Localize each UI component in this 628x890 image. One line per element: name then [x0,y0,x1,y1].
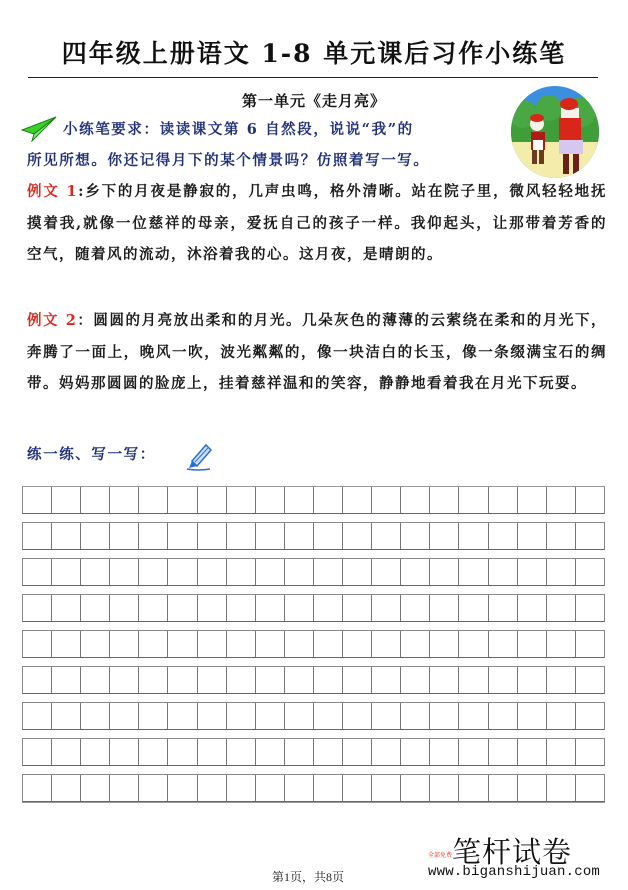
grid-cell[interactable] [168,523,197,549]
example-paragraph-1 [27,176,607,271]
grid-cell[interactable] [489,703,518,729]
grid-cell[interactable] [459,487,488,513]
grid-cell[interactable] [285,487,314,513]
grid-cell[interactable] [81,559,110,585]
grid-cell[interactable] [401,559,430,585]
grid-cell[interactable] [459,631,488,657]
title-divider [28,77,598,78]
grid-cell[interactable] [430,523,459,549]
grid-cell[interactable] [372,595,401,621]
grid-row [22,594,605,622]
grid-cell[interactable] [576,667,604,693]
grid-cell[interactable] [285,559,314,585]
grid-cell[interactable] [372,487,401,513]
grid-cell[interactable] [430,487,459,513]
site-logo-text: 笔杆试卷 [452,835,573,869]
grid-cell[interactable] [547,739,576,765]
grid-cell[interactable] [256,703,285,729]
grid-cell[interactable] [459,703,488,729]
grid-cell[interactable] [81,667,110,693]
grid-cell[interactable] [227,667,256,693]
grid-cell[interactable] [459,775,488,801]
grid-cell[interactable] [256,631,285,657]
grid-cell[interactable] [285,595,314,621]
grid-cell[interactable] [52,523,81,549]
grid-cell[interactable] [256,775,285,801]
grid-cell[interactable] [256,595,285,621]
grid-cell[interactable] [110,775,139,801]
grid-cell[interactable] [168,703,197,729]
grid-cell[interactable] [23,631,52,657]
grid-cell[interactable] [489,523,518,549]
grid-cell[interactable] [227,739,256,765]
grid-cell[interactable] [139,703,168,729]
grid-cell[interactable] [81,631,110,657]
grid-cell[interactable] [110,631,139,657]
grid-cell[interactable] [168,559,197,585]
grid-cell[interactable] [110,559,139,585]
grid-cell[interactable] [343,523,372,549]
grid-cell[interactable] [139,559,168,585]
grid-cell[interactable] [227,595,256,621]
grid-cell[interactable] [430,739,459,765]
grid-cell[interactable] [256,739,285,765]
grid-cell[interactable] [576,523,604,549]
grid-cell[interactable] [401,739,430,765]
grid-cell[interactable] [459,559,488,585]
grid-cell[interactable] [139,739,168,765]
grid-cell[interactable] [81,775,110,801]
grid-cell[interactable] [489,775,518,801]
grid-cell[interactable] [459,667,488,693]
practice-label: 练一练、写一写： [27,446,156,463]
grid-cell[interactable] [547,667,576,693]
grid-cell[interactable] [139,595,168,621]
grid-row [22,738,605,766]
grid-cell[interactable] [489,667,518,693]
grid-row [22,486,605,514]
page-indicator: 第1页，共8页 [272,870,345,884]
grid-cell[interactable] [198,631,227,657]
grid-cell[interactable] [227,631,256,657]
grid-cell[interactable] [430,595,459,621]
grid-cell[interactable] [547,703,576,729]
logo-tagline: 全部免费 [428,852,453,859]
pencil-icon [184,441,214,471]
grid-cell[interactable] [314,595,343,621]
grid-cell[interactable] [489,631,518,657]
grid-cell[interactable] [430,667,459,693]
grid-cell[interactable] [285,631,314,657]
grid-cell[interactable] [401,775,430,801]
grid-cell[interactable] [547,631,576,657]
paper-plane-icon [20,116,58,142]
grid-cell[interactable] [576,631,604,657]
grid-cell[interactable] [52,595,81,621]
grid-row [22,630,605,658]
grid-row [22,774,605,802]
grid-cell[interactable] [576,595,604,621]
grid-cell[interactable] [23,703,52,729]
grid-cell[interactable] [372,739,401,765]
grid-cell[interactable] [489,487,518,513]
grid-cell[interactable] [372,667,401,693]
grid-cell[interactable] [372,631,401,657]
grid-cell[interactable] [227,523,256,549]
grid-cell[interactable] [518,775,547,801]
requirement-line-1: 小练笔要求：读读课文第 6 自然段，说说“我”的 [63,121,414,138]
grid-cell[interactable] [430,559,459,585]
grid-cell[interactable] [343,703,372,729]
grid-cell[interactable] [343,775,372,801]
grid-cell[interactable] [23,523,52,549]
grid-cell[interactable] [489,739,518,765]
example-1-text: :乡下的月夜是静寂的，几声虫鸣，格外清晰。站在院子里，微风轻轻地抚摸着我,就像一位慈祥的母亲，爱抚自己的孩子一样。我仰起头，让那带着芳香的空气，随着风的流动，沐浴着我的心。这月夜，是晴朗的。 [27,183,608,263]
grid-cell[interactable] [314,559,343,585]
grid-cell[interactable] [198,487,227,513]
grid-cell[interactable] [168,667,197,693]
grid-cell[interactable] [518,703,547,729]
grid-cell[interactable] [139,523,168,549]
grid-cell[interactable] [401,703,430,729]
grid-cell[interactable] [489,595,518,621]
grid-cell[interactable] [110,739,139,765]
grid-cell[interactable] [198,523,227,549]
grid-cell[interactable] [518,667,547,693]
grid-cell[interactable] [343,559,372,585]
grid-cell[interactable] [401,667,430,693]
grid-cell[interactable] [227,703,256,729]
grid-cell[interactable] [81,739,110,765]
grid-cell[interactable] [198,595,227,621]
grid-cell[interactable] [401,631,430,657]
grid-cell[interactable] [518,595,547,621]
grid-cell[interactable] [518,523,547,549]
grid-cell[interactable] [459,739,488,765]
grid-cell[interactable] [168,739,197,765]
grid-cell[interactable] [52,559,81,585]
grid-cell[interactable] [23,775,52,801]
grid-cell[interactable] [285,523,314,549]
grid-cell[interactable] [227,775,256,801]
grid-cell[interactable] [430,631,459,657]
grid-cell[interactable] [372,703,401,729]
grid-cell[interactable] [547,559,576,585]
grid-cell[interactable] [314,703,343,729]
grid-cell[interactable] [198,739,227,765]
example-2-text: ：圆圆的月亮放出柔和的月光。几朵灰色的薄薄的云萦绕在柔和的月光下，奔腾了一面上，晚风一吹，波光粼粼的，像一块洁白的长玉，像一条缀满宝石的绸带。妈妈那圆圆的脸庞上，挂着慈祥温和的笑容，静静地看着我在月光下玩耍。 [27,312,607,392]
grid-cell[interactable] [285,775,314,801]
requirement-line-2: 所见所想。你还记得月下的某个情景吗？仿照着写一写。 [27,152,430,169]
grid-cell[interactable] [372,523,401,549]
grid-cell[interactable] [198,703,227,729]
grid-cell[interactable] [547,595,576,621]
grid-cell[interactable] [314,775,343,801]
grid-cell[interactable] [198,775,227,801]
grid-cell[interactable] [52,703,81,729]
grid-cell[interactable] [110,667,139,693]
grid-cell[interactable] [343,739,372,765]
grid-cell[interactable] [168,631,197,657]
grid-bottom-rule [22,802,605,803]
grid-cell[interactable] [256,559,285,585]
grid-cell[interactable] [518,487,547,513]
document-title: 四年级上册语文 1-8 单元课后习作小练笔 [61,39,567,68]
grid-cell[interactable] [227,487,256,513]
grid-cell[interactable] [372,559,401,585]
grid-cell[interactable] [547,487,576,513]
grid-cell[interactable] [52,775,81,801]
grid-cell[interactable] [23,487,52,513]
grid-cell[interactable] [314,631,343,657]
grid-cell[interactable] [285,703,314,729]
grid-cell[interactable] [110,487,139,513]
example-1-label: 例文 1 [27,183,79,200]
example-paragraph-2 [27,305,607,400]
grid-cell[interactable] [343,595,372,621]
grid-cell[interactable] [459,595,488,621]
grid-cell[interactable] [285,667,314,693]
grid-cell[interactable] [23,595,52,621]
grid-cell[interactable] [401,487,430,513]
grid-cell[interactable] [168,595,197,621]
grid-cell[interactable] [459,523,488,549]
grid-cell[interactable] [198,667,227,693]
grid-cell[interactable] [518,739,547,765]
grid-cell[interactable] [430,703,459,729]
grid-cell[interactable] [110,523,139,549]
grid-cell[interactable] [23,739,52,765]
site-logo-url: www.biganshijuan.com [428,864,601,880]
grid-cell[interactable] [256,523,285,549]
grid-cell[interactable] [256,667,285,693]
grid-cell[interactable] [52,631,81,657]
grid-cell[interactable] [139,631,168,657]
grid-cell[interactable] [343,487,372,513]
grid-row [22,666,605,694]
grid-cell[interactable] [110,703,139,729]
grid-cell[interactable] [314,523,343,549]
grid-cell[interactable] [343,667,372,693]
grid-cell[interactable] [110,595,139,621]
grid-row [22,558,605,586]
grid-cell[interactable] [23,559,52,585]
grid-cell[interactable] [256,487,285,513]
unit-title: 第一单元《走月亮》 [241,92,386,110]
grid-cell[interactable] [139,667,168,693]
grid-cell[interactable] [168,487,197,513]
grid-cell[interactable] [52,487,81,513]
example-2-label: 例文 2 [27,312,78,329]
grid-row [22,522,605,550]
grid-cell[interactable] [139,487,168,513]
grid-cell[interactable] [139,775,168,801]
grid-cell[interactable] [52,739,81,765]
grid-cell[interactable] [52,667,81,693]
grid-cell[interactable] [401,523,430,549]
grid-cell[interactable] [547,523,576,549]
grid-cell[interactable] [198,559,227,585]
grid-row [22,702,605,730]
grid-cell[interactable] [372,775,401,801]
grid-cell[interactable] [576,559,604,585]
grid-cell[interactable] [343,631,372,657]
grid-cell[interactable] [81,487,110,513]
grid-cell[interactable] [314,667,343,693]
grid-cell[interactable] [489,559,518,585]
grid-cell[interactable] [401,595,430,621]
grid-cell[interactable] [576,775,604,801]
writing-grid[interactable] [22,486,605,803]
grid-cell[interactable] [576,703,604,729]
grid-cell[interactable] [23,667,52,693]
grid-cell[interactable] [576,487,604,513]
grid-cell[interactable] [314,487,343,513]
grid-cell[interactable] [547,775,576,801]
grid-cell[interactable] [314,739,343,765]
grid-cell[interactable] [518,559,547,585]
grid-cell[interactable] [576,739,604,765]
grid-cell[interactable] [518,631,547,657]
grid-cell[interactable] [81,595,110,621]
grid-cell[interactable] [430,775,459,801]
grid-cell[interactable] [227,559,256,585]
grid-cell[interactable] [81,703,110,729]
grid-cell[interactable] [285,739,314,765]
grid-cell[interactable] [168,775,197,801]
grid-cell[interactable] [81,523,110,549]
